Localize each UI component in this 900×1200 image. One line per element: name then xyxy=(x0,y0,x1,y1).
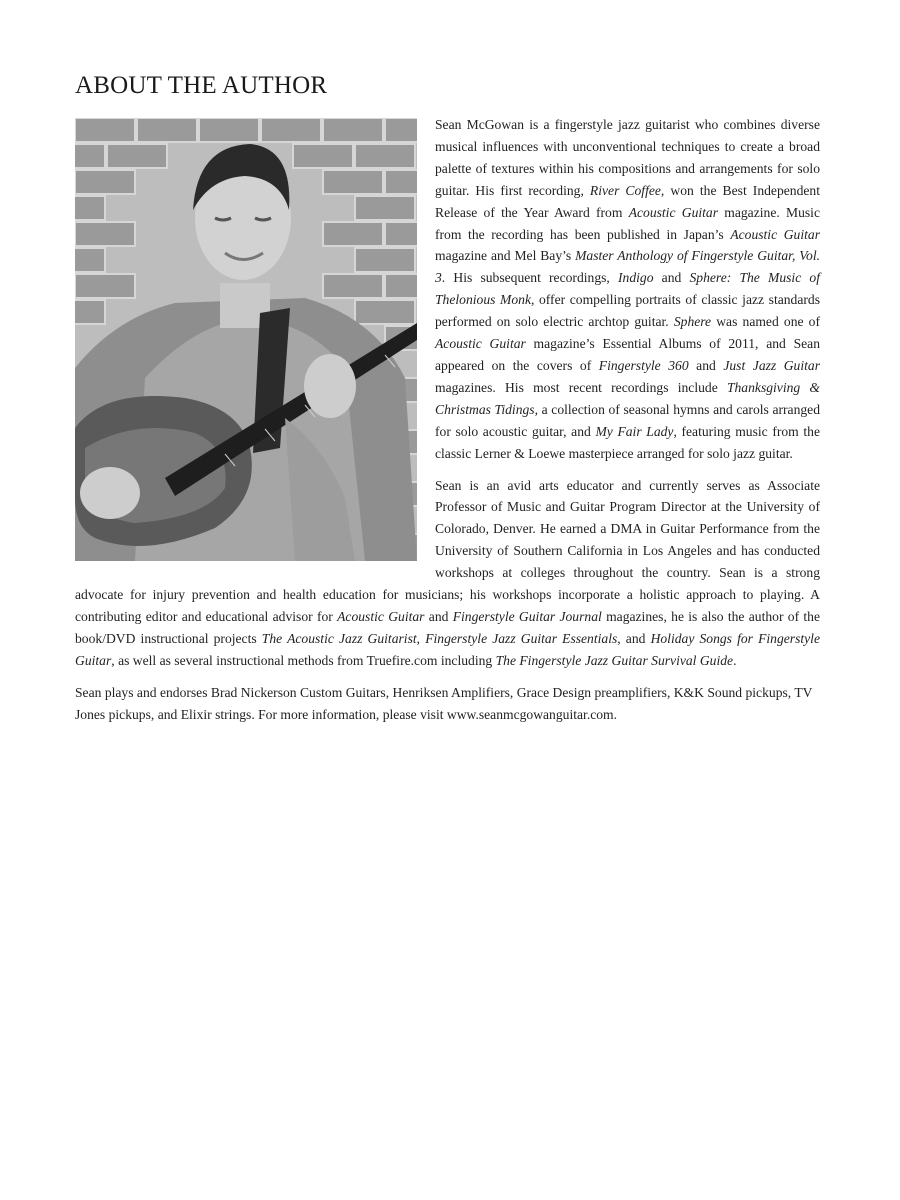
italic-title: Acoustic Guitar xyxy=(337,608,425,624)
section-heading: ABOUT THE AUTHOR xyxy=(75,72,328,99)
italic-title: The Acoustic Jazz Guitarist xyxy=(261,630,417,646)
text-run: , xyxy=(416,630,426,646)
italic-title: Holiday Songs for Fingerstyle Guitar xyxy=(75,630,820,668)
text-run: and xyxy=(688,357,724,373)
text-run: , offer compelling portraits of classic jazz standards performed on solo electric archtop guitar. xyxy=(435,292,820,330)
italic-title: Acoustic Guitar xyxy=(730,226,820,242)
text-run: and xyxy=(653,270,690,286)
italic-title: River Coffee xyxy=(589,182,661,198)
italic-title: Thanksgiving & Christmas Tidings xyxy=(435,379,820,417)
text-run: magazine. Music from the recording has been published in Japan’s xyxy=(435,204,820,242)
text-run: . His subsequent recordings, xyxy=(441,270,618,286)
text-run: magazine and Mel Bay’s xyxy=(435,248,576,264)
italic-title: Acoustic Guitar xyxy=(435,336,526,352)
italic-title: My Fair Lady xyxy=(595,423,674,439)
text-run: and xyxy=(424,608,453,624)
text-run: . xyxy=(733,652,737,668)
guitarist-photo-illustration xyxy=(75,118,417,561)
text-run: magazines. His most recent recordings include xyxy=(435,379,727,395)
text-run: , and xyxy=(617,630,651,646)
text-run: magazine’s Essential Albums of 2011, and Sean appeared on the covers of xyxy=(435,336,820,373)
italic-title: Fingerstyle Guitar Journal xyxy=(452,608,602,624)
italic-title: Just Jazz Guitar xyxy=(723,357,820,373)
italic-title: Fingerstyle 360 xyxy=(598,357,689,373)
text-run: magazines, he is also the author of the book/DVD instructional projects xyxy=(75,608,821,646)
italic-title: The Fingerstyle Jazz Guitar Survival Guide xyxy=(495,652,734,668)
italic-title: Acoustic Guitar xyxy=(628,204,719,220)
text-run: Sean plays and endorses Brad Nickerson Custom Guitars, Henriksen Amplifiers, Grace Design preamplifiers, K&K Sound pickups, TV Jones pickups, and Elixir strings. For more information, please visit www.seanmcgowanguitar.com. xyxy=(75,684,813,722)
text-run: , featuring music from the classic Lerner & Loewe masterpiece arranged for solo jazz guitar. xyxy=(435,423,820,461)
italic-title: Master Anthology of Fingerstyle Guitar, Vol. 3 xyxy=(435,248,820,286)
italic-title: Indigo xyxy=(618,270,654,286)
bio-paragraph-endorsements xyxy=(75,682,820,726)
italic-title: Sphere: The Music of Thelonious Monk xyxy=(435,270,820,308)
text-run: , a collection of seasonal hymns and carols arranged for solo acoustic guitar, and xyxy=(435,401,820,439)
text-run: Sean McGowan is a fingerstyle jazz guitarist who combines diverse musical influences with unconventional techniques to create a broad palette of textures within his compositions and arrangements for solo guitar. His first recording, xyxy=(435,117,820,198)
text-run: Sean is an avid arts educator and currently serves as Associate Professor of Music and Guitar Program Director at the University of Colorado, Denver. He earned a DMA in Guitar Performance from the University of Southern California in Los Angeles and has conducted workshops at colleges throughout the country. Sean is a strong advocate for injury prevention and health education for musicians; his workshops incorporate a holistic approach to playing. A contributing editor and educational advisor for xyxy=(75,477,820,624)
author-bio xyxy=(75,114,820,735)
author-photo xyxy=(75,118,417,561)
text-run: , won the Best Independent Release of the Year Award from xyxy=(435,182,820,220)
text-run: was named one of xyxy=(711,314,820,330)
italic-title: Sphere xyxy=(673,314,712,330)
text-run: , as well as several instructional methods from Truefire.com including xyxy=(111,652,496,668)
italic-title: Fingerstyle Jazz Guitar Essentials xyxy=(425,630,618,646)
